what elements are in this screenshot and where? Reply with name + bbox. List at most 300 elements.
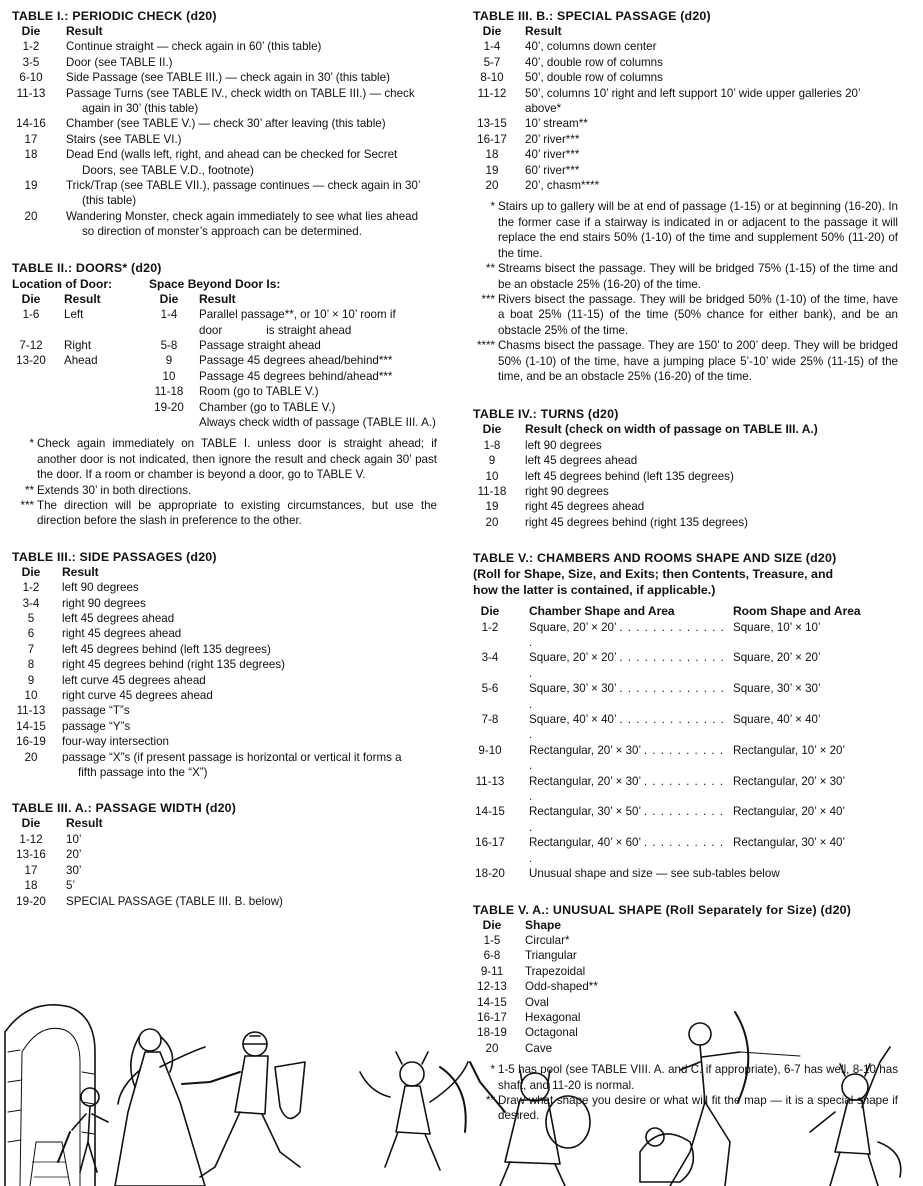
chamber-shape-text: Rectangular, 30’ × 50’ [529,805,641,819]
chamber-shape [507,620,731,651]
table-row [12,147,420,178]
space-beyond: Chamber (go to TABLE V.) [199,400,336,414]
table-row [12,338,437,353]
table-row [473,163,898,178]
table-row [473,178,898,193]
table-row [473,469,818,484]
chamber-shape [507,712,731,743]
space-beyond-die [149,415,189,430]
table-row [12,178,420,209]
die-roll: 19 [24,179,38,193]
table-row [12,719,402,734]
adventurers-illustration [0,992,923,1186]
table-row [12,86,420,117]
cell-text: Wandering Monster, check again immediately to see what lies ahead [66,209,419,223]
table-title: TABLE I.: PERIODIC CHECK (d20) [12,9,217,23]
result: left 90 degrees [525,438,602,452]
table-row [473,515,818,530]
space-beyond: Passage straight ahead [199,338,321,352]
footnote [473,292,898,338]
footnote [473,261,898,292]
door-location-die [12,384,50,399]
result: four-way intersection [62,735,169,749]
room-shape: Rectangular, 10’ × 20’ [733,743,846,757]
result: right 90 degrees [62,596,146,610]
space-beyond [189,307,437,338]
result: Side Passage (see TABLE III.) — check again in 30’ (this table) [66,71,390,85]
table-row [473,132,898,147]
col-header-result: Result (check on width of passage on TABLE III. A.) [525,422,818,437]
table-row [12,415,437,430]
chamber-shape-text: Rectangular, 20’ × 30’ [529,743,641,757]
die-roll: 7 [27,642,35,656]
result: Door (see TABLE II.) [66,55,173,69]
table-row [12,673,402,688]
table-chambers-rooms [473,550,898,881]
space-beyond: Always check width of passage (TABLE III. A.) [199,415,436,429]
col-header-die: Die [21,816,41,831]
chamber-shape [507,835,731,866]
table-row [12,39,420,54]
result: Trapezoidal [525,964,586,978]
space-beyond-die: 9 [165,354,173,368]
cell-text-continued: Doors, see TABLE V.D., footnote) [82,163,254,177]
room-shape: Square, 30’ × 30’ [733,682,821,696]
space-beyond: Room (go to TABLE V.) [199,385,319,399]
turns-table [473,422,818,530]
room-shape: Rectangular, 20’ × 30’ [733,774,846,788]
col-header-die: Die [21,291,41,306]
result [50,750,402,781]
footnote-text: Draw what shape you desire or what will fit the map — it is a special shape if desired. [498,1093,898,1123]
die-roll: 19-20 [16,894,46,908]
result: right 45 degrees behind (right 135 degrees) [525,515,749,529]
result: right 45 degrees behind (right 135 degrees) [62,658,286,672]
table-row [12,611,402,626]
leader-dots: . . . . . . . . . . . . . . [529,651,725,680]
die-roll: 5-7 [483,55,501,69]
col-header-result: Result [66,24,103,38]
die-roll: 20 [485,179,499,193]
die-roll: 18-20 [475,867,505,881]
footnote-mark: * [29,437,34,451]
die-roll: 8-10 [480,71,504,85]
space-beyond-die: 1-4 [160,308,178,322]
result: right 90 degrees [525,484,609,498]
table-row [473,681,861,712]
col-header-die: Die [482,917,502,932]
die-roll: 14-15 [16,719,46,733]
die-roll: 14-15 [477,995,507,1009]
die-roll: 18 [485,148,499,162]
result: Continue straight — check again in 60’ (this table) [66,40,322,54]
die-roll: 11-13 [16,704,46,718]
table-row [473,948,598,963]
result: passage “T”s [62,704,130,718]
die-roll: 17 [24,132,38,146]
die-roll: 11-18 [477,484,507,498]
table-row [473,484,818,499]
footnote-text: Rivers bisect the passage. They will be bridged 50% (1-10) of the time, have a boat 25% (11-15) of the time (50% chance for either bank), and be an obstacle 25% of the time. [498,292,898,337]
die-roll: 9-11 [480,964,504,978]
table-title: TABLE II.: DOORS* (d20) [12,260,162,275]
table-row [12,400,437,415]
cell-text-continued: again in 30’ (this table) [82,102,199,116]
space-beyond: Passage 45 degrees ahead/behind*** [199,354,393,368]
leader-dots: . . . . . . . . . . . . . . [529,682,725,711]
table-row [473,774,861,805]
footnote-text: 1-5 has pool (see TABLE VIII. A. and C. if appropriate), 6-7 has well, 8-10 has shaft, and 11-20 is normal. [498,1063,898,1092]
table-row [12,116,420,131]
die-roll: 16-17 [475,836,505,850]
table-row [473,933,598,948]
footnote-mark: *** [481,292,495,306]
result [50,209,420,240]
table-row [473,70,898,85]
table-row [12,642,402,657]
col-header-die: Die [482,422,502,437]
footnote-mark: * [490,200,495,214]
table-row [12,132,420,147]
table-doors [12,260,437,529]
table-row [473,620,861,651]
leader-dots: . . . . . . . . . . . . . . [529,620,725,649]
die-roll: 20 [485,1041,499,1055]
col-header-result: Result [62,564,99,579]
result: Octagonal [525,1026,578,1040]
door-location: Left [64,308,84,322]
result: 10’ stream** [525,117,588,131]
right-column [473,8,898,1138]
table-row [473,804,861,835]
chamber-shape [507,650,731,681]
die-roll: 6 [27,627,35,641]
table-row [473,499,818,514]
cell-text: Passage Turns (see TABLE IV., check width on TABLE III.) — check [66,86,415,100]
result [50,178,420,209]
footnote-mark: *** [20,498,34,512]
footnote-text: Check again immediately on TABLE I. unless door is straight ahead; if another door is not indicated, then ignore the result and check again 30’ past the door. If a room or chamber is beyond a door, go to TABLE V. [37,437,437,482]
chamber-shape-text: Square, 30’ × 30’ [529,682,617,696]
result: left 90 degrees [62,581,139,595]
col-header-die: Die [480,604,500,619]
col-header-result: Result [199,291,236,306]
result: SPECIAL PASSAGE (TABLE III. B. below) [66,894,283,908]
result: Oval [525,995,549,1009]
chamber-shape: Unusual shape and size — see sub-tables below [529,867,780,881]
footnote-text: Chasms bisect the passage. They are 150’ to 200’ deep. They will be bridged 50% (1-10) of the time, have a jumping place 5’-10’ wide 25% (11-15) of the time, and be an obstacle 25% (16-20) of the time. [498,339,898,383]
footnote-text: Stairs up to gallery will be at end of passage (1-15) or at beginning (16-20). In the former case if a stairway is indicated in or adjacent to the passage it will replace the end stairs 50% (1-10) of the time and supplement 50% (11-20) of the time. [498,200,898,260]
result: 50’, columns 10’ right and left support 10’ wide upper galleries 20’ above* [525,86,861,116]
die-roll: 16-17 [477,132,507,146]
result: Triangular [525,949,577,963]
door-location-die [12,369,50,384]
table-row [12,832,283,847]
result: right 45 degrees ahead [62,627,182,641]
leader-dots: . . . . . . . . . . . [529,805,725,834]
cell-text-continued: so direction of monster’s approach can be determined. [82,225,362,239]
footnote-text: Streams bisect the passage. They will be bridged 75% (1-15) of the time and be an obstacle 25% (16-20) of the time. [498,262,898,291]
room-shape: Rectangular, 30’ × 40’ [733,836,846,850]
footnote [12,436,437,482]
table-row [12,734,402,749]
door-location [50,415,149,430]
result: right curve 45 degrees ahead [62,689,213,703]
die-roll: 17 [24,863,38,877]
special-passage-footnotes [473,199,898,384]
table-row [12,55,420,70]
table-row [12,307,437,338]
col-header-die: Die [21,24,41,38]
cell-text: Trick/Trap (see TABLE VII.), passage continues — check again in 30’ [66,179,421,193]
result: left 45 degrees ahead [62,612,175,625]
die-roll: 3-5 [22,55,40,69]
result [50,147,420,178]
table-title: TABLE V.: CHAMBERS AND ROOMS SHAPE AND SIZE (d20) [473,551,837,566]
result: Chamber (see TABLE V.) — check 30’ after leaving (this table) [66,117,386,131]
space-beyond: Passage 45 degrees behind/ahead*** [199,369,393,383]
result: 20’ [66,848,82,862]
chamber-shape-text: Rectangular, 40’ × 60’ [529,836,641,850]
die-roll: 1-2 [481,620,499,634]
die-roll: 13-16 [16,848,46,862]
room-shape: Square, 20’ × 20’ [733,651,821,665]
table-row [12,688,402,703]
result: Circular* [525,933,570,947]
table-row [12,353,437,368]
table-title: TABLE IV.: TURNS (d20) [473,407,619,422]
table-passage-width [12,800,437,908]
chamber-shape [507,681,731,712]
result: Stairs (see TABLE VI.) [66,132,182,146]
result: left 45 degrees behind (left 135 degrees) [525,469,734,483]
col-header-result: Result [66,816,103,831]
col-header-die: Die [159,291,179,306]
room-shape: Square, 10’ × 10’ [733,620,821,634]
die-roll: 19 [485,500,499,514]
col-header-die: Die [21,564,41,579]
table-row [473,712,861,743]
leader-dots: . . . . . . . . . . . . . . [529,713,725,742]
space-beyond-die: 11-18 [154,385,184,399]
die-roll: 18-19 [477,1026,507,1040]
die-roll: 1-5 [483,933,501,947]
cell-text-continued: (this table) [82,194,137,208]
doors-table [12,276,437,431]
result: 40’ river*** [525,148,580,162]
table-row [12,703,402,718]
result: left curve 45 degrees ahead [62,673,206,687]
table-row [473,86,898,117]
footnote [12,498,437,529]
result: 20’, chasm**** [525,179,600,193]
die-roll: 10 [24,689,38,703]
die-roll: 11-13 [475,774,505,788]
die-roll: 12-13 [477,980,507,994]
result: left 45 degrees ahead [525,454,638,468]
door-location [50,384,149,399]
table-title: TABLE III.: SIDE PASSAGES (d20) [12,549,217,564]
result: 10’ [66,832,82,846]
left-column [12,8,437,923]
door-location-die: 13-20 [16,354,46,368]
die-roll: 5-6 [481,682,499,696]
table-row [12,384,437,399]
door-location-die: 1-6 [22,308,40,322]
leader-dots: . . . . . . . . . . . [529,743,725,773]
door-location [50,400,149,415]
result: 30’ [66,863,82,877]
die-roll: 1-4 [483,40,501,54]
die-roll: 18 [24,879,38,893]
doors-footnotes [12,436,437,528]
die-roll: 14-15 [475,805,505,819]
result: 40’, double row of columns [525,55,663,69]
footnote-text: The direction will be appropriate to existing circumstances, but use the direction before the slash in preference to the other. [37,498,437,528]
door-location [50,369,149,384]
die-roll: 13-15 [477,117,507,131]
table-row [12,369,437,384]
col-header-result: Result [64,291,101,306]
table-row [473,743,861,774]
chamber-shape-text: Square, 40’ × 40’ [529,713,617,727]
table-row [473,453,818,468]
die-roll: 7-8 [481,713,499,727]
table-row [12,863,283,878]
cell-text: Parallel passage**, or 10’ × 10’ room if door [199,308,396,337]
special-passage-table [473,24,898,193]
chamber-shape [507,774,731,805]
col-header-result: Result [525,24,562,38]
result: 40’, columns down center [525,40,657,54]
table-subtitle: how the latter is contained, if applicable.) [473,583,716,598]
table-title: TABLE V. A.: UNUSUAL SHAPE (Roll Separately for Size) (d20) [473,902,852,917]
footnote-mark: ** [485,1093,495,1107]
table-row [473,964,598,979]
side-passages-table [12,565,402,781]
die-roll: 9 [27,673,35,687]
table-row [473,55,898,70]
space-beyond-die: 19-20 [154,400,184,414]
die-roll: 14-16 [16,117,46,131]
table-title: TABLE III. B.: SPECIAL PASSAGE (d20) [473,9,711,23]
col-header-room: Room Shape and Area [733,604,861,619]
die-roll: 3-4 [22,596,40,610]
space-beyond-door-header: Space Beyond Door Is: [149,276,281,291]
table-row [12,209,420,240]
chamber-shape [507,743,731,774]
result: 60’ river*** [525,163,580,177]
table-row [12,580,402,595]
result: 20’ river*** [525,132,580,146]
table-row [12,847,283,862]
footnote-text: Extends 30’ in both directions. [37,483,192,497]
table-special-passage [473,8,898,384]
table-row [473,866,861,881]
die-roll: 1-2 [22,40,40,54]
die-roll: 5 [27,612,35,625]
die-roll: 20 [24,750,38,764]
footnote [473,338,898,384]
result: Odd-shaped** [525,980,598,994]
col-header-die: Die [482,24,502,38]
leader-dots: . . . . . . . . . . . [529,774,725,804]
table-periodic-check [12,8,437,240]
table-row [473,147,898,162]
die-roll: 19 [485,163,499,177]
die-roll: 1-8 [483,438,501,452]
footnote [473,199,898,261]
die-roll: 20 [24,209,38,223]
chamber-shape-text: Rectangular, 20’ × 30’ [529,774,641,788]
cell-text-continued: fifth passage into the “X”) [78,766,208,780]
table-row [12,894,283,909]
footnote [12,483,437,498]
door-location-die [12,415,50,430]
chambers-rooms-table [473,604,861,881]
space-beyond-die: 10 [162,369,176,383]
col-header-shape: Shape [525,917,562,932]
result: Hexagonal [525,1010,581,1024]
die-roll: 1-2 [22,581,40,595]
col-header-chamber: Chamber Shape and Area [529,604,675,619]
result [50,86,420,117]
table-row [12,70,420,85]
die-roll: 6-10 [19,71,43,85]
die-roll: 18 [24,148,38,162]
table-row [12,750,402,781]
die-roll: 8 [27,658,35,672]
table-side-passages [12,549,437,781]
table-title: TABLE III. A.: PASSAGE WIDTH (d20) [12,801,237,816]
result: 50’, double row of columns [525,71,663,85]
footnote-mark: * [490,1063,495,1077]
die-roll: 9-10 [478,743,502,757]
die-roll: 6-8 [483,949,501,963]
die-roll: 20 [485,515,499,529]
footnote-mark: ** [24,483,34,497]
footnote-mark: ** [485,262,495,276]
table-row [473,438,818,453]
chamber-shape-text: Square, 20’ × 20’ [529,620,617,634]
die-roll: 11-12 [477,86,507,100]
room-shape: Square, 40’ × 40’ [733,713,821,727]
die-roll: 3-4 [481,651,499,665]
result: passage “Y”s [62,719,131,733]
result: left 45 degrees behind (left 135 degrees) [62,642,271,656]
leader-dots: . . . . . . . . . . . [529,836,725,865]
chamber-shape-text: Square, 20’ × 20’ [529,651,617,665]
door-location: Right [64,338,92,352]
chamber-shape [507,804,731,835]
door-location-die: 7-12 [19,338,43,352]
location-of-door-header: Location of Door: [12,276,112,291]
die-roll: 16-17 [477,1010,507,1024]
table-row [473,39,898,54]
table-row [12,626,402,641]
footnote-mark: **** [476,339,495,353]
die-roll: 9 [488,454,496,468]
result: Cave [525,1041,553,1055]
table-row [12,878,283,893]
table-row [473,650,861,681]
cell-text-continued: is straight ahead [266,323,352,337]
room-shape: Rectangular, 20’ × 40’ [733,805,846,819]
periodic-check-table [12,24,420,240]
table-row [12,657,402,672]
result: 5’ [66,879,76,893]
cell-text: Dead End (walls left, right, and ahead can be checked for Secret [66,148,398,162]
